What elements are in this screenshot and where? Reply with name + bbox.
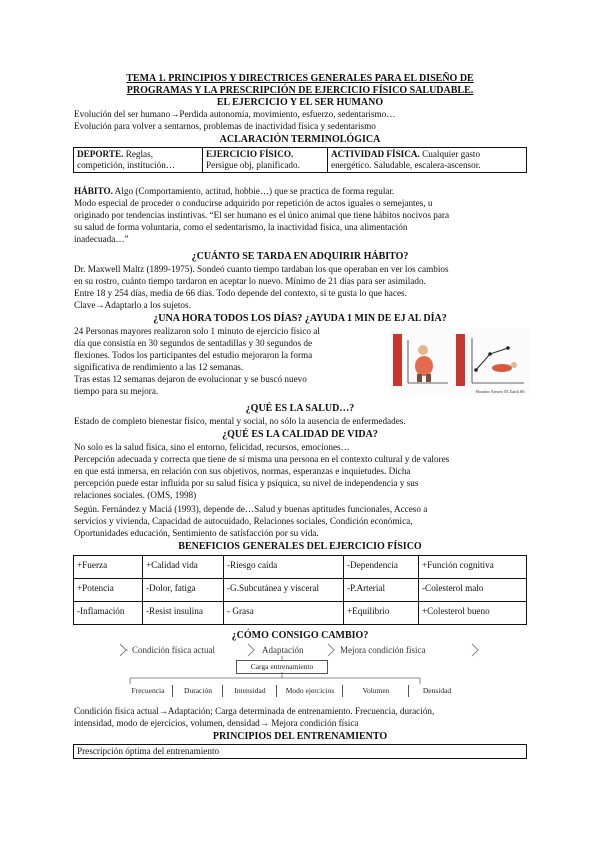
section-heading-principios: PRINCIPIOS DEL ENTRENAMIENTO [212,731,388,742]
exercise-study-figure [390,328,530,396]
figure-person-pushup [492,364,512,372]
section-heading-salud: ¿QUÉ ES LA SALUD…? [245,403,355,414]
paragraph-line: flexiones. Todos los participantes del estudio mejoraron la forma [74,350,313,360]
flow-var-modo: Modo ejercicios [278,685,343,697]
paragraph-line: originado por tendencias instintivas. “El ser humano es el único animal que tiene hábitos nocivos para [74,210,450,220]
flow-node-actual: Condición física actual [132,645,215,655]
figure-person-head [418,345,428,355]
figure-red-bar-right [456,334,465,386]
paragraph-line: servicios y vivienda, Capacidad de autocuidado, Relaciones sociales, Condición económica, [74,516,413,526]
flow-chevron-icon [472,644,478,656]
principles-cell: Prescripción óptima del entrenamiento [74,745,527,759]
principles-table [73,744,527,759]
flow-var-duracion: Duración [174,685,223,697]
figure-person-leg [417,374,422,382]
paragraph-line: en su rostro, cuánto tiempo tardaron en aceptar lo nuevo. Mínimo de 21 días para ser asimilado. [74,276,426,286]
term-cell-ejercicio: EJERCICIO FÍSICO. Persigue obj, planificado. [203,148,328,173]
title-line-2: PROGRAMAS Y LA PRESCRIPCIÓN DE EJERCICIO FÍSICO SALUDABLE. [126,85,474,96]
figure-point [506,346,510,350]
flow-chevron-icon [120,644,126,656]
table-row: -Inflamación -Resist insulina - Grasa +Equilibrio +Colesterol bueno [74,602,527,625]
figure-point [488,352,492,356]
paragraph-line: Dr. Maxwell Maltz (1899-1975). Sondeó cuanto tiempo tardaban los que operaban en ver los cambios [74,264,449,274]
flow-var-volumen: Volumen [344,685,409,697]
title-line-1: TEMA 1. PRINCIPIOS Y DIRECTRICES GENERALES PARA EL DISEÑO DE [126,73,474,84]
paragraph-line: Entre 18 y 254 días, media de 66 días. Todo depende del contexto, si te gusta lo que haces. [74,288,407,298]
section-heading-cambio: ¿CÓMO CONSIGO CAMBIO? [231,630,369,641]
paragraph-line: Estado de completo bienestar físico, mental y social, no sólo la ausencia de enfermedades. [74,416,406,426]
figure-caption: Bozano Arnow El Zaidi 06 [476,389,525,394]
benefits-table [73,555,527,625]
flow-node-mejora: Mejora condición física [340,645,426,655]
figure-pushup-head [511,362,517,368]
flow-chevron-icon [328,644,334,656]
paragraph-line: 24 Personas mayores realizaron solo 1 minuto de ejercicio físico al [74,326,320,336]
paragraph-line: significativa de rendimiento a las 12 semanas. [74,362,244,372]
paragraph-line: en que está inmersa, en relación con sus objetivos, normas, esperanzas e inquietudes. Dicha [74,466,411,476]
paragraph-line: Clave→Adaptarlo a los sujetos. [74,300,191,310]
paragraph-line: No solo es la salud física, sino el entorno, felicidad, recursos, emociones… [74,442,350,452]
paragraph-line: Modo especial de proceder o conducirse adquirido por repetición de actos iguales o semejantes, u [74,198,433,208]
section-heading-calidad-vida: ¿QUÉ ES LA CALIDAD DE VIDA? [222,429,378,440]
paragraph-line: Condición física actual→Adaptación; Carga determinada de entrenamiento. Frecuencia, duración, [74,706,435,716]
paragraph-line: Evolución para volver a sentarnos, problemas de inactividad física y sedentarismo [74,121,376,131]
flow-node-adaptacion: Adaptación [262,645,304,655]
table-row [74,745,527,759]
paragraph-line: tiempo para su mejora. [74,386,159,396]
paragraph-line: Percepción adecuada y correcta que tiene de sí misma una persona en el contexto cultural y de valores [74,454,450,464]
section-heading-terminologia: ACLARACIÓN TERMINOLÓGICA [219,134,381,145]
table-row: +Potencia -Dolor, fatiga -G.Subcutánea y visceral -P.Arterial -Colesterol malo [74,579,527,602]
flow-node-carga: Carga entrenamiento [236,660,328,674]
flow-var-intensidad: Intensidad [224,685,277,697]
habito-definition: HÁBITO. Algo (Comportamiento, actitud, hobbie…) que se practica de forma regular. [74,186,395,196]
paragraph-line: su salud de forma voluntaria, como el sedentarismo, la inactividad física, una alimentación [74,222,408,232]
figure-red-bar-left [393,334,402,386]
section-heading-beneficios: BENEFICIOS GENERALES DEL EJERCICIO FÍSICO [178,541,422,552]
figure-person-body [415,356,433,376]
paragraph-line: intensidad, modo de ejercicios, volumen, densidad→ Mejora condición física [74,718,359,728]
paragraph-line: inadecuada…” [74,234,129,244]
paragraph-line: día que consistía en 30 segundos de sentadillas y 30 segundos de [74,338,313,348]
section-heading-una-hora: ¿UNA HORA TODOS LOS DÍAS? ¿AYUDA 1 MIN DE EJ AL DÍA? [153,313,447,324]
terminology-table [73,147,527,173]
paragraph-line: Oportunidades educación, Sentimiento de satisfacción por su vida. [74,528,319,538]
flow-var-densidad: Densidad [422,686,452,695]
flow-chevron-icon [248,644,254,656]
paragraph-line: Evolución del ser humano→Perdida autonomía, movimiento, esfuerzo, sedentarismo… [74,109,396,119]
figure-point [474,368,478,372]
term-cell-deporte: DEPORTE. Reglas, competición, institución… [74,148,203,173]
flow-var-frecuencia: Frecuencia [124,685,173,697]
section-heading-habito: ¿CUÁNTO SE TARDA EN ADQUIRIR HÁBITO? [191,251,409,262]
paragraph-line: Según. Fernández y Maciá (1993), depende de…Salud y buenas aptitudes funcionales, Acceso a [74,504,428,514]
paragraph-line: relaciones sociales. (OMS, 1998) [74,490,197,500]
term-cell-actividad: ACTIVIDAD FÍSICA. Cualquier gasto energético. Saludable, escalera-ascensor. [328,148,527,173]
figure-person-leg [426,374,431,382]
paragraph-line: Tras estas 12 semanas dejaron de evolucionar y se buscó nuevo [74,374,307,384]
table-row: +Fuerza +Calidad vida -Riesgo caída -Dependencia +Función cognitiva [74,556,527,579]
paragraph-line: percepción puede estar influida por su salud física y psíquica, su nivel de independencia y sus [74,478,419,488]
section-heading-ser-humano: EL EJERCICIO Y EL SER HUMANO [216,97,384,108]
